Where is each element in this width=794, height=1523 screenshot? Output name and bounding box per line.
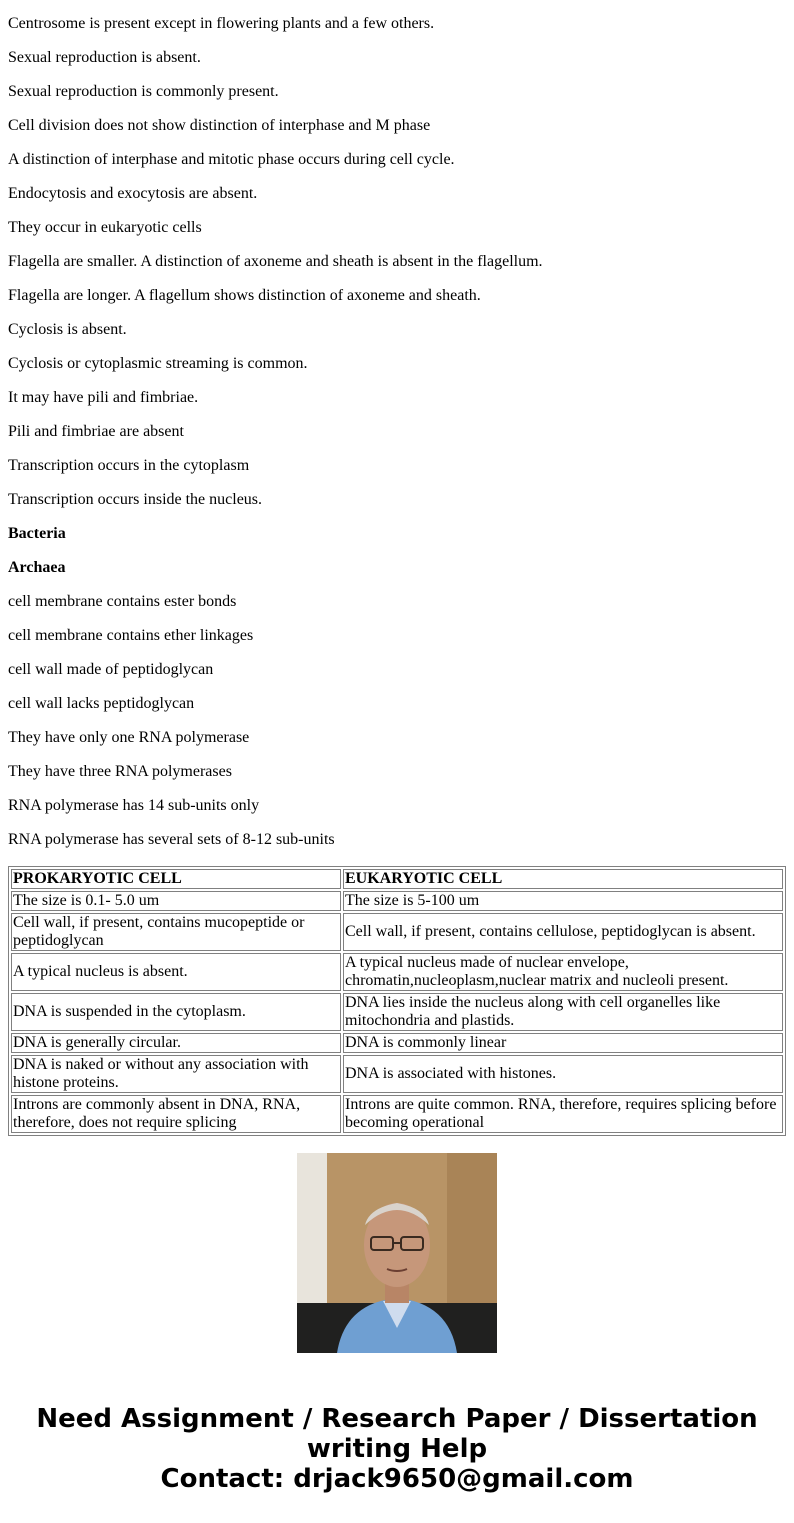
paragraph: cell wall lacks peptidoglycan <box>8 695 195 712</box>
paragraph: RNA polymerase has several sets of 8-12 sub-units <box>8 831 335 848</box>
eukaryotic-cell: Cell wall, if present, contains cellulose, peptidoglycan is absent. <box>343 913 783 951</box>
paragraph: Flagella are smaller. A distinction of axoneme and sheath is absent in the flagellum. <box>8 253 543 270</box>
paragraph: cell membrane contains ester bonds <box>8 593 237 610</box>
table-header-cell: PROKARYOTIC CELL <box>11 869 341 889</box>
prokaryotic-cell: The size is 0.1- 5.0 um <box>11 891 341 911</box>
paragraph: They have only one RNA polymerase <box>8 729 250 746</box>
table-row <box>11 1095 783 1133</box>
paragraph: cell wall made of peptidoglycan <box>8 661 214 678</box>
paragraph: Cyclosis or cytoplasmic streaming is common. <box>8 355 308 372</box>
table-row <box>11 993 783 1031</box>
section-heading: Bacteria <box>8 525 66 542</box>
cta-contact-line: Contact: drjack9650@gmail.com <box>160 1464 634 1494</box>
paragraph: RNA polymerase has 14 sub-units only <box>8 797 260 814</box>
table-row <box>11 1033 783 1053</box>
prokaryotic-cell: Introns are commonly absent in DNA, RNA, therefore, does not require splicing <box>11 1095 341 1133</box>
paragraph: It may have pili and fimbriae. <box>8 389 199 406</box>
eukaryotic-cell: DNA lies inside the nucleus along with cell organelles like mitochondria and plastids. <box>343 993 783 1031</box>
cta-line-2: writing Help <box>306 1434 488 1464</box>
table-row <box>11 1055 783 1093</box>
eukaryotic-cell: A typical nucleus made of nuclear envelope, chromatin,nucleoplasm,nuclear matrix and nucleoli present. <box>343 953 783 991</box>
paragraph: A distinction of interphase and mitotic phase occurs during cell cycle. <box>8 151 455 168</box>
author-photo-icon <box>297 1153 497 1353</box>
paragraph: Cyclosis is absent. <box>8 321 127 338</box>
table-header-cell: EUKARYOTIC CELL <box>343 869 783 889</box>
paragraph: Cell division does not show distinction of interphase and M phase <box>8 117 431 134</box>
prokaryotic-cell: DNA is naked or without any association with histone proteins. <box>11 1055 341 1093</box>
table-row <box>11 891 783 911</box>
comparison-table-body <box>11 869 783 1133</box>
paragraph: Endocytosis and exocytosis are absent. <box>8 185 258 202</box>
eukaryotic-cell: The size is 5-100 um <box>343 891 783 911</box>
prokaryotic-cell: A typical nucleus is absent. <box>11 953 341 991</box>
paragraph: cell membrane contains ether linkages <box>8 627 254 644</box>
paragraph: Centrosome is present except in flowering plants and a few others. <box>8 15 435 32</box>
paragraph: Transcription occurs inside the nucleus. <box>8 491 263 508</box>
paragraph: Pili and fimbriae are absent <box>8 423 184 440</box>
prokaryotic-cell: DNA is generally circular. <box>11 1033 341 1053</box>
section-heading: Archaea <box>8 559 66 576</box>
table-row <box>11 953 783 991</box>
prokaryotic-cell: DNA is suspended in the cytoplasm. <box>11 993 341 1031</box>
eukaryotic-cell: DNA is associated with histones. <box>343 1055 783 1093</box>
prokaryotic-cell: Cell wall, if present, contains mucopeptide or peptidoglycan <box>11 913 341 951</box>
contact-banner <box>0 1404 794 1494</box>
eukaryotic-cell: DNA is commonly linear <box>343 1033 783 1053</box>
cta-line-1: Need Assignment / Research Paper / Dissertation <box>36 1404 758 1434</box>
table-row <box>11 913 783 951</box>
paragraph: Sexual reproduction is absent. <box>8 49 201 66</box>
paragraph: Flagella are longer. A flagellum shows distinction of axoneme and sheath. <box>8 287 481 304</box>
paragraph: Transcription occurs in the cytoplasm <box>8 457 250 474</box>
author-avatar <box>297 1153 497 1353</box>
paragraph: Sexual reproduction is commonly present. <box>8 83 279 100</box>
eukaryotic-cell: Introns are quite common. RNA, therefore, requires splicing before becoming operational <box>343 1095 783 1133</box>
paragraph: They have three RNA polymerases <box>8 763 232 780</box>
comparison-table <box>8 866 786 1136</box>
table-header-row <box>11 869 783 889</box>
paragraph: They occur in eukaryotic cells <box>8 219 202 236</box>
